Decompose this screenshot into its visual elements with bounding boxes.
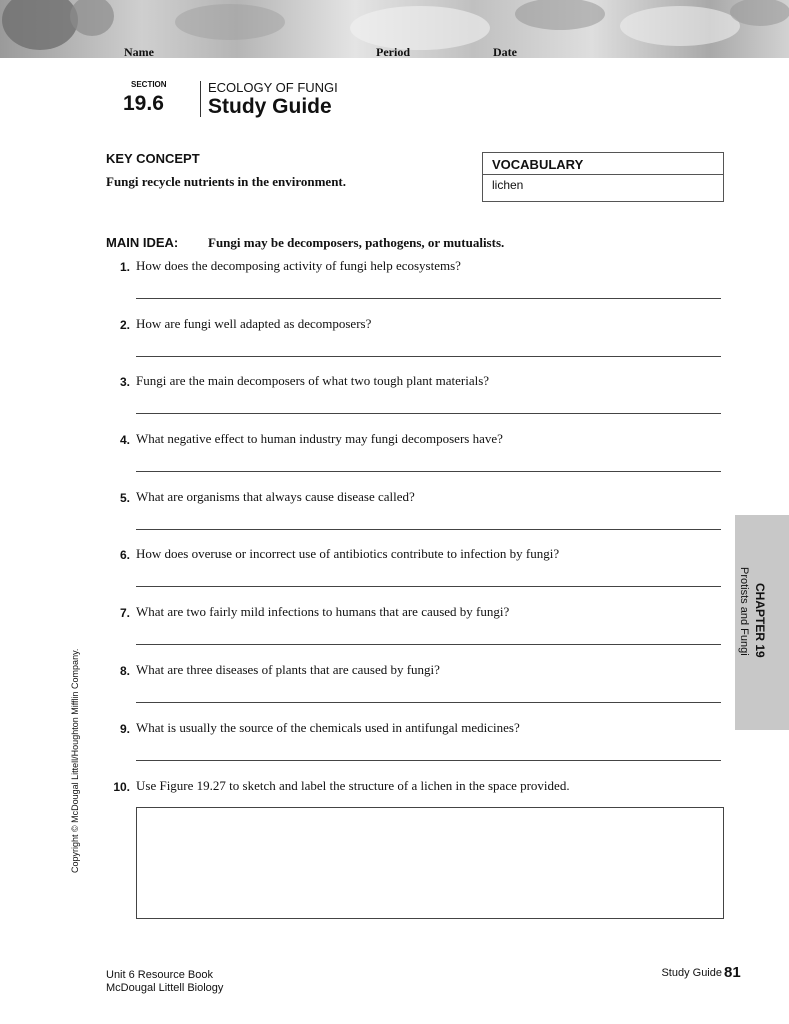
question-text: What are two fairly mild infections to humans that are caused by fungi? — [136, 604, 510, 619]
chapter-label: CHAPTER 19 — [753, 583, 767, 658]
question-number: 9. — [119, 722, 130, 736]
answer-line[interactable] — [136, 298, 721, 299]
footer-resource-book: Unit 6 Resource Book — [106, 969, 213, 981]
main-idea-label: MAIN IDEA: — [106, 235, 179, 250]
question-text: Use Figure 19.27 to sketch and label the structure of a lichen in the space provided. — [136, 778, 570, 793]
key-concept-heading: KEY CONCEPT — [106, 151, 200, 166]
question-text: How does the decomposing activity of fungi help ecosystems? — [136, 258, 461, 273]
question-text: What is usually the source of the chemicals used in antifungal medicines? — [136, 720, 520, 735]
key-concept-text: Fungi recycle nutrients in the environment. — [106, 174, 347, 189]
question-number: 6. — [119, 548, 130, 562]
answer-line[interactable] — [136, 471, 721, 472]
name-label: Name — [124, 45, 154, 59]
question-text: What are three diseases of plants that are caused by fungi? — [136, 662, 440, 677]
question-text: How does overuse or incorrect use of antibiotics contribute to infection by fungi? — [136, 546, 560, 561]
footer-publisher: McDougal Littell Biology — [106, 982, 224, 994]
chapter-subtitle: Protists and Fungi — [738, 567, 750, 656]
question-number: 7. — [119, 606, 130, 620]
answer-line[interactable] — [136, 760, 721, 761]
answer-line[interactable] — [136, 356, 721, 357]
question-text: Fungi are the main decomposers of what two tough plant materials? — [136, 373, 490, 388]
question-text: How are fungi well adapted as decomposers? — [136, 316, 372, 331]
vocabulary-box — [482, 152, 724, 202]
section-number: 19.6 — [123, 92, 164, 115]
period-label: Period — [376, 45, 410, 59]
answer-line[interactable] — [136, 413, 721, 414]
vocabulary-heading: VOCABULARY — [483, 153, 723, 175]
question-number: 8. — [119, 664, 130, 678]
page-title: Study Guide — [208, 95, 332, 118]
answer-line[interactable] — [136, 644, 721, 645]
answer-line[interactable] — [136, 702, 721, 703]
question-text: What negative effect to human industry may fungi decomposers have? — [136, 431, 503, 446]
section-topic: ECOLOGY OF FUNGI — [208, 80, 338, 95]
lichen-sketch-area[interactable] — [136, 807, 724, 919]
question-number: 10. — [113, 780, 130, 794]
copyright-notice: Copyright © McDougal Littell/Houghton Mifflin Company. — [70, 648, 80, 873]
section-label: SECTION — [131, 80, 167, 89]
question-number: 4. — [119, 433, 130, 447]
page-number: 81 — [724, 964, 741, 981]
main-idea-text: Fungi may be decomposers, pathogens, or mutualists. — [208, 235, 505, 250]
chapter-side-tab — [735, 515, 789, 730]
question-number: 1. — [119, 260, 130, 274]
question-text: What are organisms that always cause disease called? — [136, 489, 415, 504]
footer-study-guide: Study Guide — [661, 967, 722, 979]
question-number: 3. — [119, 375, 130, 389]
answer-line[interactable] — [136, 586, 721, 587]
question-number: 5. — [119, 491, 130, 505]
vocabulary-term: lichen — [492, 178, 524, 192]
question-number: 2. — [119, 318, 130, 332]
answer-line[interactable] — [136, 529, 721, 530]
section-divider — [200, 81, 201, 117]
date-label: Date — [493, 45, 517, 59]
